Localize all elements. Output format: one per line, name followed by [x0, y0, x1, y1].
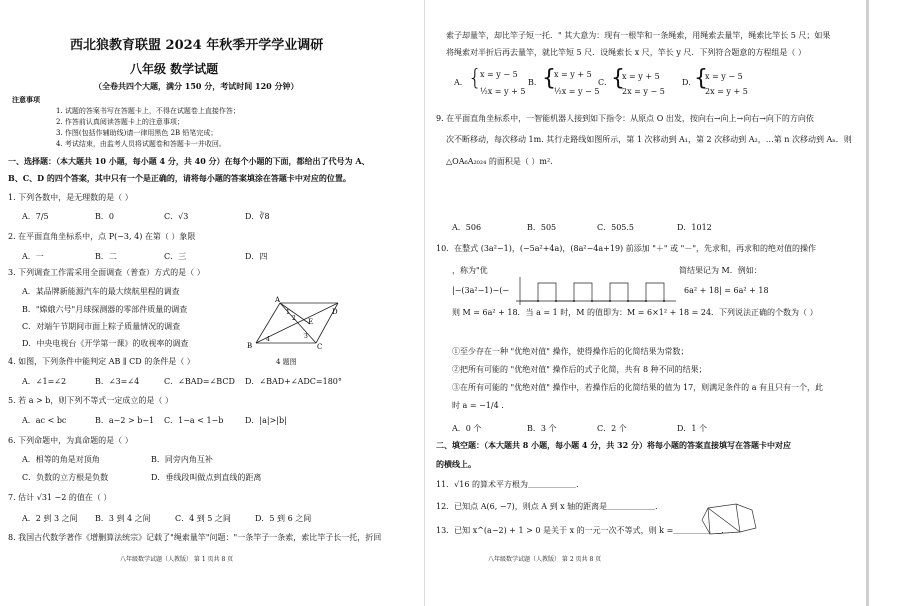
question-8: 8. 我国古代数学著作《增删算法统宗》记载了"绳索量竿"问题："一条竿子一条索，索比竿子长一托，折回 [8, 533, 382, 542]
q5-option-d: D．|a|>|b| [245, 416, 287, 425]
q8-option-eq: x = y + 5 [554, 70, 592, 79]
q8-option-label: D． [682, 78, 697, 87]
q10-statement: 时 a = −1/4 . [452, 401, 504, 410]
q9-option-c: C．505.5 [597, 223, 635, 232]
exam-info: （全卷共四个大题，满分 150 分，考试时间 120 分钟） [94, 81, 299, 91]
note-item: 2. 作答前认真阅读答题卡上的注意事项； [56, 118, 184, 126]
fig-label: D [332, 308, 338, 316]
question-5: 5. 若 a > b，则下列不等式一定成立的是（ ） [8, 396, 173, 405]
q2-option-a: A．一 [22, 252, 44, 261]
q10-option-d: D．1 个 [677, 424, 708, 433]
brace-icon: { [694, 66, 708, 91]
fig-label: A [275, 296, 281, 304]
q4-option-d: D．∠BAD+∠ADC=180° [245, 377, 342, 386]
note-item: 3. 作图(包括作辅助线)请一律用黑色 2B 铅笔完成； [56, 129, 218, 137]
section1-header: 一、选择题：（本大题共 10 小题，每小题 4 分，共 40 分）在每个小题的下面，都给出了代号为 A、 [8, 156, 370, 166]
q8-option-eq: x = y − 5 [705, 72, 743, 81]
page-edge-shadow [866, 0, 869, 606]
geometry-figure [700, 498, 762, 540]
fig-label: 2 [292, 315, 296, 322]
q4-option-c: C．∠BAD=∠BCD [164, 377, 235, 386]
question-9: △OA₆A₂₀₂₄ 的面积是（ ）m². [446, 157, 553, 166]
question-12: 12．已知点 A(6, −7)，则点 A 到 x 轴的距离是＿＿＿＿＿＿． [436, 502, 664, 511]
q2-option-d: D．四 [245, 252, 268, 261]
figure-caption: 4 题图 [276, 358, 297, 366]
q8-option-label: B． [528, 78, 542, 87]
q8-continued: 索子却量竿，却比竿子短一托．" 其大意为：现有一根竿和一条绳索，用绳索去量竿，绳索比竿长 5 尺；如果 [446, 31, 831, 40]
question-7: 7. 估计 √31 −2 的值在（ ） [8, 493, 112, 502]
brace-icon: { [468, 66, 482, 91]
note-item: 1. 试题的答案书写在答题卡上，不得在试题卷上直接作答； [56, 107, 240, 115]
q10-statement: ②把所有可能的 "优绝对值" 操作后的式子化简，共有 8 种不同的结果； [452, 365, 707, 374]
fig-label: 1 [286, 309, 290, 316]
section1-header: B、C、D 的四个答案，其中只有一个是正确的，请将每小题的答案填涂在答题卡中对应的位置。 [8, 173, 351, 183]
question-9: 次不断移动，每次移动 1m. 其行走路线如图所示，第 1 次移动到 A₁，第 2 次移动到 A₂，…第 n 次移动到 Aₙ．则 [446, 135, 852, 144]
q3-option-d: D．中央电视台《开学第一课》的收视率的调查 [22, 339, 189, 348]
q8-option-eq: ½x = y − 5 [554, 87, 600, 96]
q10-statement: ③在所有可能的 "优绝对值" 操作中，若操作后的化简结果的值为 17，则满足条件的 a 有且只有一个，此 [452, 383, 824, 392]
q8-option-label: C． [598, 78, 613, 87]
q3-option-c: C．对端午节期间市面上粽子质量情况的调查 [22, 322, 181, 331]
page-footer: 八年级数学试题（人教版） 第 1 页共 8 页 [120, 556, 234, 563]
robot-path-figure [512, 275, 680, 309]
q10-option-b: B．3 个 [527, 424, 557, 433]
note-item: 4. 考试结束，由监考人员将试题卷和答题卡一并收回。 [56, 140, 226, 148]
brace-icon: { [542, 66, 556, 91]
question-10: |−(3a²−1)−(− [452, 286, 510, 295]
q6-option-d: D．垂线段叫做点到直线的距离 [151, 473, 262, 482]
section2-header: 二、填空题：（本大题共 8 小题，每小题 4 分，共 32 分）将每小题的答案直接填写在答题卡中对应 [436, 440, 791, 450]
q1-option-a: A．7/5 [22, 212, 49, 221]
notes-heading: 注意事项 [12, 95, 40, 104]
question-4: 4. 如图，下列条件中能判定 AB ∥ CD 的条件是（ ） [8, 357, 195, 366]
q4-option-a: A．∠1=∠2 [22, 377, 67, 386]
q8-option-label: A． [454, 78, 468, 87]
section2-header: 的横线上。 [436, 459, 476, 469]
q3-option-a: A．某品牌新能源汽车的最大续航里程的调查 [22, 287, 180, 296]
column-divider [424, 0, 425, 606]
question-9: 9. 在平面直角坐标系中，一智能机器人接到如下指令：从原点 O 出发，按向右→向上→向右→向下的方向依 [436, 114, 814, 123]
q1-option-d: D．∛8 [245, 212, 270, 221]
q1-option-b: B．0 [95, 212, 114, 221]
q9-option-d: D．1012 [677, 223, 712, 232]
question-1: 1. 下列各数中，是无理数的是（ ） [8, 193, 133, 202]
q10-option-c: C．2 个 [597, 424, 627, 433]
question-2: 2. 在平面直角坐标系中，点 P(−3, 4) 在第（ ）象限 [8, 232, 196, 241]
page-footer: 八年级数学试题（人教版） 第 2 页共 8 页 [488, 556, 602, 563]
fig-label: B [247, 342, 253, 350]
q9-option-b: B．505 [527, 223, 557, 232]
q8-option-eq: x = y − 5 [480, 70, 518, 79]
q8-option-eq: x = y + 5 [622, 72, 660, 81]
question-10: ，称为"优 [452, 266, 488, 275]
question-10: 10．在整式 (3a²−1)，(−5a²+4a)，(8a²−4a+19) 前添加 "＋" 或 "－"，先求和，再求和的绝对值的操作 [436, 244, 817, 253]
q5-option-b: B．a−2 > b−1 [95, 416, 155, 425]
question-3: 3. 下列调查工作需采用全面调查（普查）方式的是（ ） [8, 268, 205, 277]
q4-option-b: B．∠3=∠4 [95, 377, 140, 386]
question-11: 11．√16 的算术平方根为＿＿＿＿＿＿． [436, 480, 584, 489]
fig-label: E [308, 318, 314, 326]
q7-option-a: A．2 到 3 之间 [22, 514, 78, 523]
q10-option-a: A．0 个 [452, 424, 482, 433]
fig-label: 4 [266, 336, 270, 343]
q2-option-b: B．二 [95, 252, 117, 261]
question-10: 6a² + 18| = 6a² + 18 [684, 286, 769, 295]
q8-option-eq: 2x = y − 5 [622, 87, 665, 96]
q7-option-c: C．4 到 5 之间 [175, 514, 231, 523]
q8-option-eq: 2x = y + 5 [705, 87, 748, 96]
q2-option-c: C．三 [164, 252, 187, 261]
q3-option-b: B．"嫦娥六号"月球探测器的零部件质量的调查 [22, 305, 188, 314]
q7-option-d: D．5 到 6 之间 [255, 514, 312, 523]
parallelogram-figure [244, 294, 340, 352]
q5-option-c: C．1−a < 1−b [164, 416, 224, 425]
exam-title: 西北狼教育联盟 2024 年秋季开学学业调研 [70, 38, 324, 53]
q5-option-a: A．ac < bc [22, 416, 67, 425]
q8-option-eq: ½x = y + 5 [480, 87, 526, 96]
question-6: 6. 下列命题中，为真命题的是（ ） [8, 436, 133, 445]
q6-option-a: A．相等的角是对顶角 [22, 455, 100, 464]
question-10: 则 M = 6a² + 18．当 a = 1 时，M 的值即为：M = 6×1² + 18 = 24．下列说法正确的个数为（ ） [452, 308, 818, 317]
q6-option-c: C．负数的立方根是负数 [22, 473, 109, 482]
fig-label: C [317, 343, 323, 351]
exam-subtitle: 八年级 数学试题 [130, 62, 219, 76]
question-10: 简结果记为 M．例如： [679, 266, 762, 275]
question-13: 13．已知 x^(a−2) + 1 > 0 是关于 x 的一元一次不等式，则 k =＿＿＿＿＿＿． [436, 526, 730, 535]
q1-option-c: C．√3 [164, 212, 189, 221]
brace-icon: { [611, 66, 625, 91]
q9-option-a: A．506 [452, 223, 482, 232]
fig-label: 3 [304, 333, 308, 340]
q8-continued: 将绳索对半折后再去量竿，就比竿短 5 尺．设绳索长 x 尺，竿长 y 尺．下列符合题意的方程组是（ ） [446, 48, 806, 57]
q6-option-b: B．同旁内角互补 [151, 455, 213, 464]
q7-option-b: B．3 到 4 之间 [95, 514, 151, 523]
q10-statement: ①至少存在一种 "优绝对值" 操作，使得操作后的化简结果为常数； [452, 347, 689, 356]
